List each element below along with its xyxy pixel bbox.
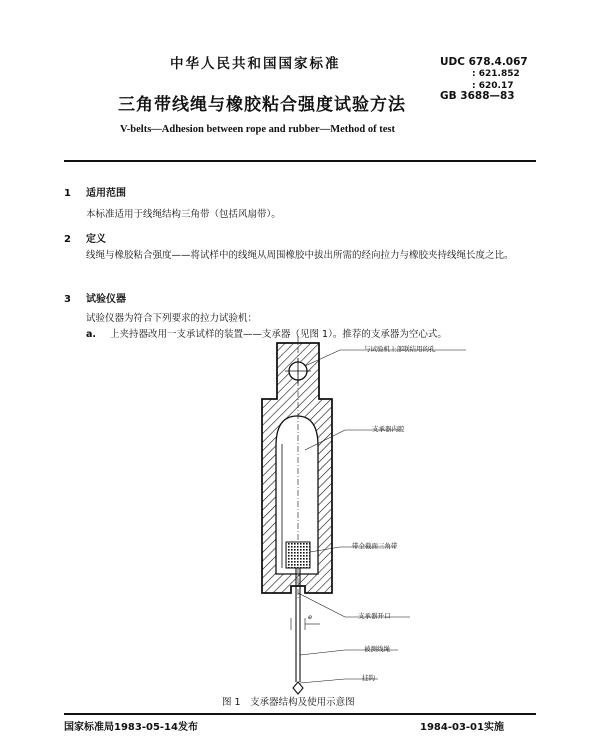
- title-english: V-belts—Adhesion between rope and rubber—Method of test: [120, 124, 395, 135]
- dimension-e: [291, 618, 320, 630]
- item-a-marker: a.: [86, 329, 97, 340]
- label-support-opening: 支承器开口: [358, 612, 391, 620]
- section-title: 定义: [86, 234, 106, 245]
- label-test-rope: 被测线绳: [364, 645, 390, 653]
- dimension-e-label: e: [308, 613, 312, 621]
- section-title: 适用范围: [86, 188, 126, 199]
- label-connection-hole: 与试验机上部联结用的孔: [364, 345, 436, 353]
- label-inner-cavity: 支承器内腔: [372, 425, 405, 433]
- section-number: 3: [64, 294, 71, 305]
- footer-rule: [64, 713, 536, 715]
- section-2-text: 线绳与橡胶粘合强度——将试样中的线绳从周围橡胶中拔出所需的经向拉力与橡胶夹持线绳长度之比。: [86, 250, 514, 261]
- udc-line-3: : 620.17: [472, 81, 514, 91]
- figure-caption: 图 1 支承器结构及使用示意图: [222, 697, 355, 708]
- label-full-section-sample: 带全截面三角带: [352, 542, 398, 550]
- hook: [293, 682, 303, 694]
- section-number: 2: [64, 234, 71, 245]
- title-chinese: 三角带线绳与橡胶粘合强度试验方法: [118, 95, 406, 115]
- gb-number: GB 3688—83: [440, 90, 515, 102]
- standard-org-header: 中华人民共和国国家标准: [170, 56, 341, 72]
- udc-line-1: UDC 678.4.067: [440, 56, 528, 68]
- footer-issued: 国家标准局1983-05-14发布: [64, 722, 198, 733]
- section-3-text: 试验仪器为符合下列要求的拉力试验机：: [86, 313, 258, 324]
- item-a-text: 上夹持器改用一支承试样的装置——支承器（见图 1）。推荐的支承器为空心式。: [110, 329, 447, 340]
- label-hook: 挂钩: [362, 674, 375, 682]
- section-number: 1: [64, 188, 71, 199]
- footer-effective: 1984-03-01实施: [420, 722, 504, 733]
- udc-line-2: : 621.852: [472, 69, 520, 79]
- section-1-text: 本标准适用于线绳结构三角带（包括风扇带）。: [86, 209, 281, 220]
- section-title: 试验仪器: [86, 294, 126, 305]
- v-belt-sample: [286, 542, 310, 568]
